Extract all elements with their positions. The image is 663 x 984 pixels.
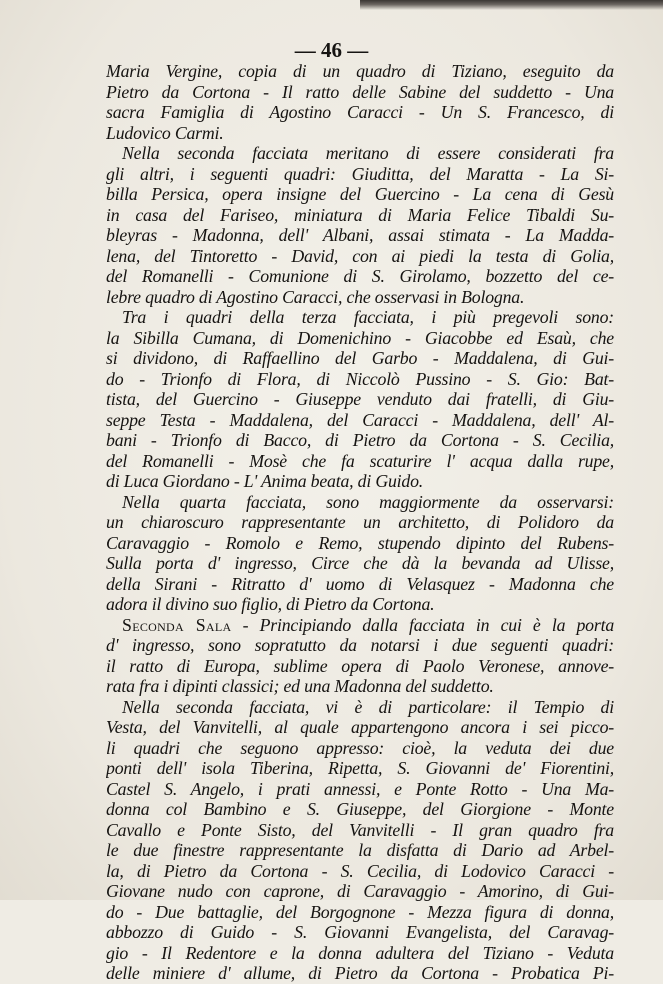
text-line: rata fra i dipinti classici; ed una Madonna del suddetto. [106, 676, 494, 696]
section-heading: Seconda Sala [122, 614, 232, 635]
text-line: bleyras - Madonna, dell' Albani, assai stimata - La Madda- [106, 225, 614, 245]
text-line: lebre quadro di Agostino Caracci, che osservasi in Bologna. [106, 286, 525, 307]
text-line: gio - Il Redentore e la donna adultera del Tiziano - Veduta [106, 942, 614, 963]
text-line: il ratto di Europa, sublime opera di Paolo Veronese, annove- [106, 655, 614, 676]
text-line: adora il divino suo figlio, di Pietro da Cortona. [106, 594, 435, 614]
text-line: sacra Famiglia di Agostino Caracci - Un S. Francesco, di [106, 102, 614, 122]
paragraph-5 [106, 615, 614, 697]
text-line: billa Persica, opera insigne del Guercino - La cena di Gesù [106, 184, 614, 204]
text-line [106, 615, 614, 636]
page-edge-shadow [360, 0, 663, 10]
text-line: Ludovico Carmi. [106, 122, 224, 143]
paragraph-6 [106, 697, 614, 984]
text-line: bani - Trionfo di Bacco, di Pietro da Cortona - S. Cecilia, [106, 430, 614, 450]
text-line: seppe Testa - Maddalena, del Caracci - Maddalena, dell' Al- [106, 409, 614, 430]
text-line: Castel S. Angelo, i prati annessi, e Ponte Rotto - Una Ma- [106, 778, 614, 799]
text-line: lena, del Tintoretto - David, con ai piedi la testa di Golia, [106, 245, 614, 266]
paragraph-3 [106, 307, 614, 492]
text-line: la Sibilla Cumana, di Domenichino - Giacobbe ed Esaù, che [106, 327, 614, 348]
text-line: la, di Pietro da Cortona - S. Cecilia, di Lodovico Caracci - [106, 860, 614, 881]
text-line: Nella seconda facciata, vi è di particolare: il Tempio di [122, 696, 614, 717]
text-line: donna col Bambino e S. Giuseppe, del Giorgione - Monte [106, 799, 614, 819]
text-line: Nella seconda facciata meritano di essere considerati fra [122, 143, 614, 163]
text-line: Tra i quadri della terza facciata, i più pregevoli sono: [122, 307, 614, 327]
text-line: Maria Vergine, copia di un quadro di Tiziano, eseguito da [106, 61, 614, 81]
text-line: delle miniere d' allume, di Pietro da Cortona - Probatica Pi- [106, 963, 614, 983]
paragraph-4 [106, 492, 614, 615]
paragraph-1 [106, 61, 614, 143]
text-line: le due finestre rappresentante la disfatta di Dario ad Arbel- [106, 840, 614, 860]
text-line: Sulla porta d' ingresso, Circe che dà la bevanda ad Ulisse, [106, 553, 614, 573]
text-line: di Luca Giordano - L' Anima beata, di Guido. [106, 471, 424, 491]
text-line: li quadri che seguono appresso: cioè, la veduta dei due [106, 737, 614, 758]
text-line: gli altri, i seguenti quadri: Giuditta, del Maratta - La Si- [106, 163, 614, 184]
text-line: ponti dell' isola Tiberina, Ripetta, S. Giovanni de' Fiorentini, [106, 758, 614, 778]
text-line: della Sirani - Ritratto d' uomo di Velasquez - Madonna che [106, 573, 614, 594]
text-line: Pietro da Cortona - Il ratto delle Sabine del suddetto - Una [106, 81, 614, 102]
text-line: del Romanelli - Comunione di S. Girolamo, bozzetto del ce- [106, 266, 614, 286]
text-line: Cavallo e Ponte Sisto, del Vanvitelli - Il gran quadro fra [106, 819, 614, 840]
text-line: Nella quarta facciata, sono maggiormente da osservarsi: [122, 491, 614, 512]
text-line: si dividono, di Raffaellino del Garbo - Maddalena, di Gui- [106, 348, 614, 368]
text-line: del Romanelli - Mosè che fa scaturire l' acqua dalla rupe, [106, 450, 614, 471]
text-line: do - Trionfo di Flora, di Niccolò Pussino - S. Gio: Bat- [106, 368, 614, 389]
text-line: in casa del Fariseo, miniatura di Maria Felice Tibaldi Su- [106, 204, 614, 225]
text-line: un chiaroscuro rappresentante un architetto, di Polidoro da [106, 512, 614, 532]
text-line: abbozzo di Guido - S. Giovanni Evangelista, del Caravag- [106, 922, 614, 942]
text-line: do - Due battaglie, del Borgognone - Mezza figura di donna, [106, 901, 614, 922]
body-text [106, 61, 614, 984]
text-line: tista, del Guercino - Giuseppe venduto dai fratelli, di Giu- [106, 389, 614, 409]
text-line-tail: - Principiando dalla facciata in cui è la porta [231, 614, 614, 635]
text-line: d' ingresso, sono sopratutto da notarsi i due seguenti quadri: [106, 635, 614, 655]
text-line: Giovane nudo con caprone, di Caravaggio - Amorino, di Gui- [106, 881, 614, 901]
paragraph-2 [106, 143, 614, 307]
text-line: Caravaggio - Romolo e Remo, stupendo dipinto del Rubens- [106, 532, 614, 553]
text-line: Vesta, del Vanvitelli, al quale appartengono ancora i sei picco- [106, 717, 614, 737]
page-number: — 46 — [294, 38, 369, 62]
